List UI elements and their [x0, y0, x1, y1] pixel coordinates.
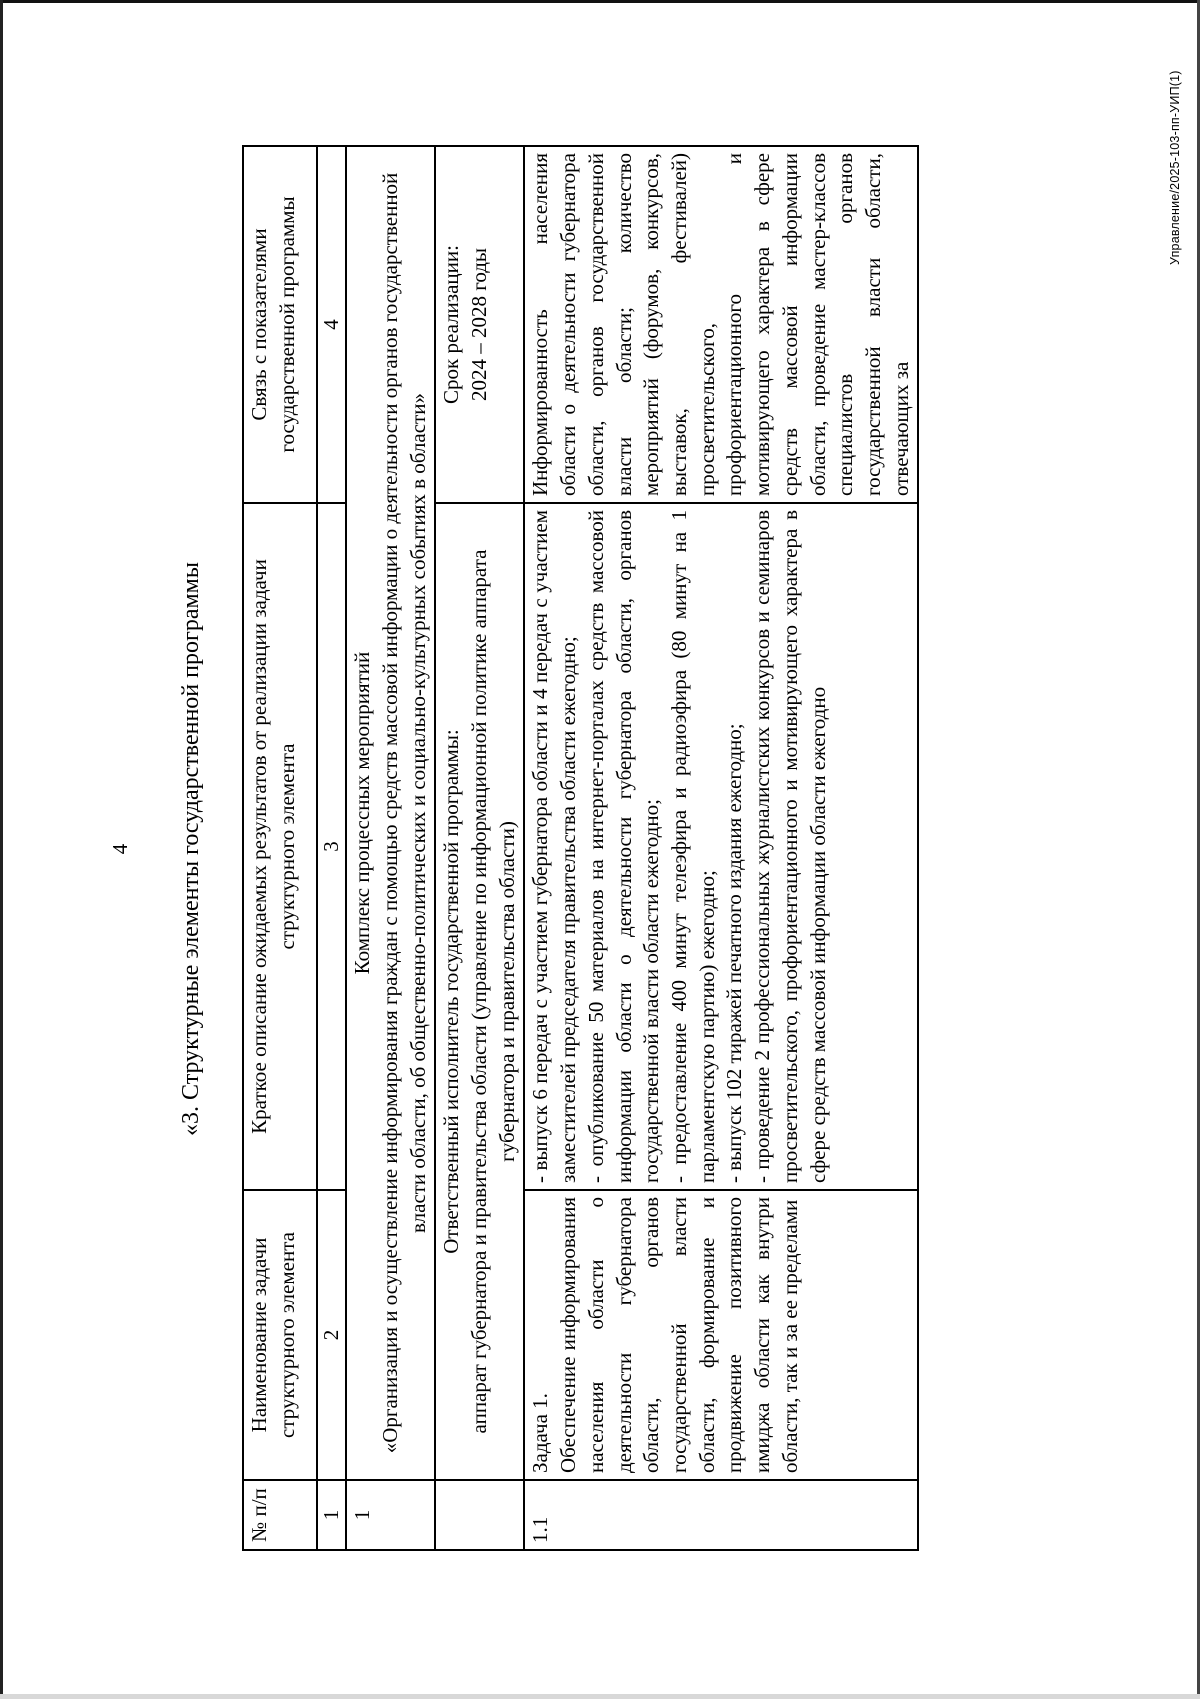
complex-num: 1 [346, 1480, 435, 1550]
task-num: 1.1 [524, 1480, 918, 1550]
result-item: - предоставление 400 минут телеэфира и радиоэфира (80 минут на 1 парламентскую партию) ежегодно; [667, 510, 719, 1183]
task-row-1-1 [524, 146, 918, 1550]
responsible-row [435, 146, 524, 1550]
complex-title: Комплекс процессных мероприятий [350, 651, 375, 975]
complex-name: «Организация и осуществление информирования граждан с помощью средств массовой информации о деятельности органов государственной власти области, об общественно-политических и социально-культурных событиях в области» [377, 172, 430, 1454]
section-heading: «3. Структурные элементы государственной программы [178, 562, 204, 1136]
structural-elements-table [242, 145, 919, 1551]
table-header-row [243, 146, 317, 1550]
term-cell [435, 146, 524, 503]
indicators-cell: Информированность населения области о деятельности губернатора области, органов государственной власти области; количество мероприятий (форумов, конкурсов, выставок, фестивалей) просветительского, профориентационного и мотивирующего характера в сфере средств массовой информации области, проведение мастер-классов специалистов органов государственной власти области, отвечающих за [524, 146, 918, 503]
results-cell [524, 503, 918, 1190]
header-task-name: Наименование задачи структурного элемента [243, 1190, 317, 1480]
header-indicator-link: Связь с показателями государственной программы [243, 146, 317, 503]
result-item: - опубликование 50 материалов на интернет-порталах средств массовой информации области о деятельности губернатора области, органов государственной власти области ежегодно; [583, 510, 664, 1183]
column-number-1: 1 [317, 1480, 346, 1550]
responsible-text: аппарат губернатора и правительства области (управление по информационной политике аппарата губернатора и правительства области) [466, 549, 519, 1434]
complex-row [346, 146, 435, 1550]
responsible-num-empty [435, 1480, 524, 1550]
header-description: Краткое описание ожидаемых результатов от реализации задачи структурного элемента [243, 503, 317, 1190]
responsible-cell [435, 503, 524, 1480]
result-item: - выпуск 102 тиражей печатного издания ежегодно; [722, 723, 747, 1183]
column-number-3: 3 [317, 503, 346, 1190]
responsible-label: Ответственный исполнитель государственной программы: [439, 729, 464, 1254]
term-value: 2024 – 2028 годы [466, 247, 491, 402]
task-cell [524, 1190, 918, 1480]
result-item: - выпуск 6 передач с участием губернатора области и 4 передач с участием заместителей председателя правительства области ежегодно; [528, 510, 581, 1183]
result-item: - проведение 2 профессиональных журналистских конкурсов и семинаров просветительского, профориентационного и мотивирующего характера в сфере средств массовой информации области ежегодно [750, 510, 830, 1183]
column-number-4: 4 [317, 146, 346, 503]
column-number-row [317, 146, 346, 1550]
column-number-2: 2 [317, 1190, 346, 1480]
page-number: 4 [108, 843, 132, 855]
header-num: № п/п [243, 1480, 317, 1550]
term-label: Срок реализации: [439, 245, 464, 404]
complex-cell [346, 146, 435, 1480]
task-title: Задача 1. [528, 1393, 553, 1473]
task-text: Обеспечение информирования населения области о деятельности губернатора области, органов государственной власти области, формирование и продвижение позитивного имиджа области как внутри области, так и за ее пределами [556, 1197, 802, 1473]
document-code: Управление/2025-103-пп-УИП(1) [1168, 70, 1182, 265]
